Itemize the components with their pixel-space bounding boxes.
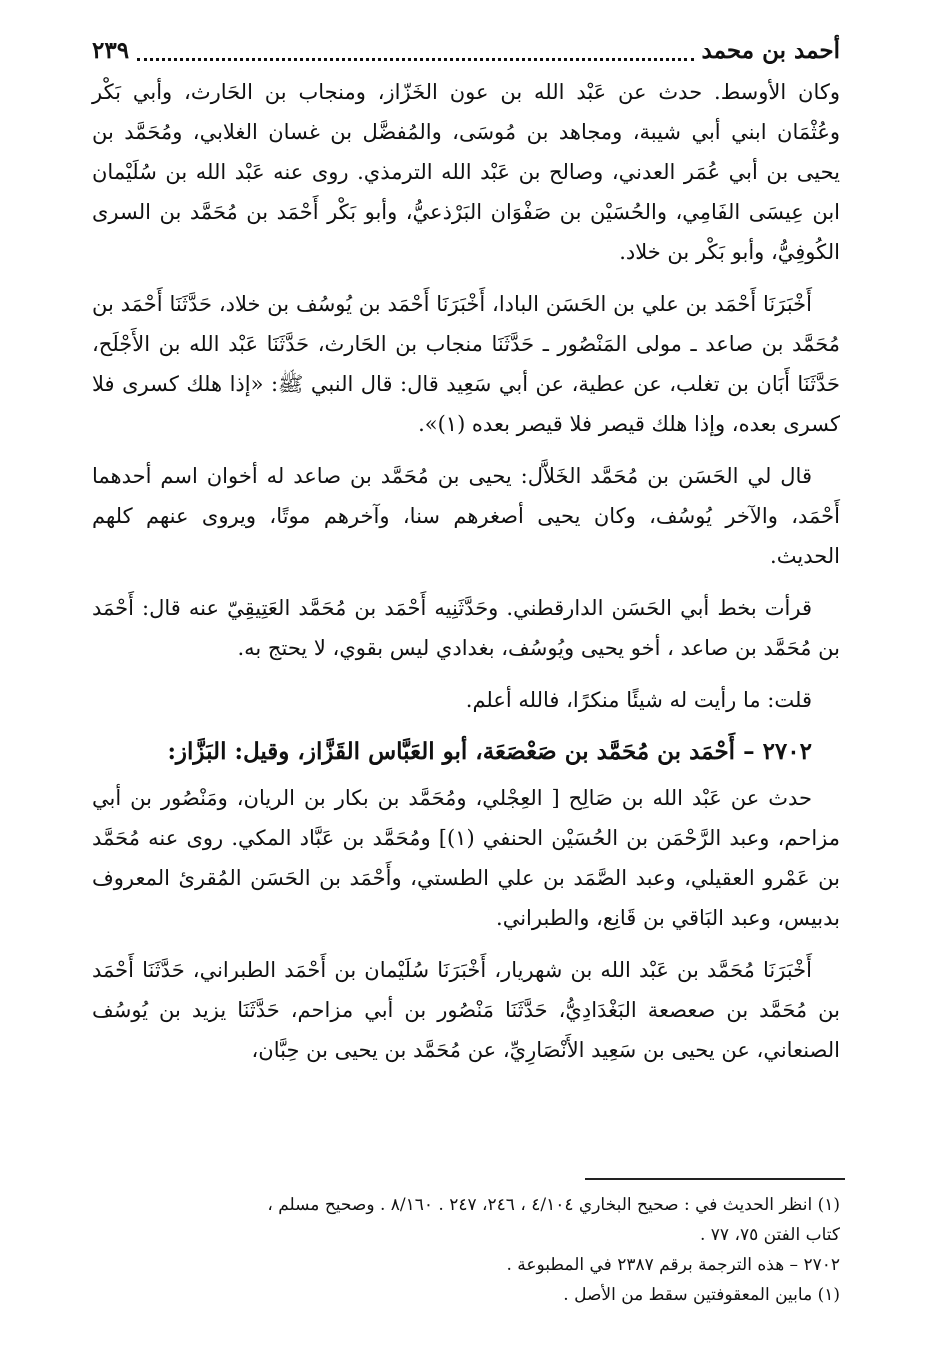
footnote-2: ٢٧٠٢ – هذه الترجمة برقم ٢٣٨٧ في المطبوعة . xyxy=(506,1255,840,1275)
footnote-3: (١) مابين المعقوفتين سقط من الأصل . xyxy=(563,1285,840,1305)
main-text xyxy=(92,72,840,1082)
page-number: ٢٣٩ xyxy=(92,36,130,64)
page-header xyxy=(92,30,840,70)
paragraph-entry-isnad: أَخْبَرَنَا مُحَمَّد بن عَبْد الله بن شهريار، أَخْبَرَنَا سُلَيْمان بن أَحْمَد الطبراني، حَدَّثَنَا أَحْمَد بن مُحَمَّد بن صعصعة البَغْدَادِيُّ، حَدَّثَنَا مَنْصُور بن أبي مزاحم، حَدَّثَنَا يزيد بن يُوسُف الصنعاني، عن يحيى بن سَعِيد الأَنْصَارِيِّ، عن مُحَمَّد بن يحيى بن حِبَّان، xyxy=(92,958,840,1062)
paragraph-note: قلت: ما رأيت له شيئًا منكرًا، فالله أعلم. xyxy=(465,688,812,712)
paragraph-entry-narrators: حدث عن عَبْد الله بن صَالِح [ العِجْلي، ومُحَمَّد بن بكار بن الريان، ومَنْصُور بن أبي مزاحم، وعبد الرَّحْمَن بن الحُسَيْن الحنفي (١)] ومُحَمَّد بن عَبَّاد المكي. روى عنه مُحَمَّد بن عَمْرو العقيلي، وعبد الصَّمَد بن علي الطستي، وأَحْمَد بن الحَسَن المُقرئ المعروف بدبيس، وعبد البَاقي بن قَانِع، والطبراني. xyxy=(92,786,840,930)
footnote-1: (١) انظر الحديث في : صحيح البخاري ٤/١٠٤ ، ٢٤٦، ٢٤٧ . ٨/١٦٠ . وصحيح مسلم ، xyxy=(267,1195,840,1215)
footnotes xyxy=(92,1190,840,1310)
entry-heading: ٢٧٠٢ – أَحْمَد بن مُحَمَّد بن صَعْصَعَة، أبو العَبَّاس القَزَّاز، وقيل: البَزَّاز: xyxy=(167,738,812,765)
header-dot-leader xyxy=(137,50,693,61)
footnote-separator xyxy=(585,1178,845,1180)
footnote-1-continuation: كتاب الفتن ٧٥، ٧٧ . xyxy=(699,1225,840,1245)
paragraph-hadith-isnad: أَخْبَرَنَا أَحْمَد بن علي بن الحَسَن البادا، أَخْبَرَنَا أَحْمَد بن يُوسُف بن خلاد، حَدَّثَنَا أَحْمَد بن مُحَمَّد بن صاعد ـ مولى المَنْصُور ـ حَدَّثَنَا منجاب بن الحَارث، حَدَّثَنَا عَبْد الله بن الأَجْلَح، حَدَّثَنَا أَبَان بن تغلب، عن عطية، عن أبي سَعِيد قال: قال النبي ﷺ: «إذا هلك كسرى فلا كسرى بعده، وإذا هلك قيصر فلا قيصر بعده (١)». xyxy=(92,292,840,436)
paragraph-continuation: وكان الأوسط. حدث عن عَبْد الله بن عون الخَزّاز، ومنجاب بن الحَارث، وأبي بَكْر وعُثْمَان ابني أبي شيبة، ومجاهد بن مُوسَى، والمُفضَّل بن غسان الغلابي، ومُحَمَّد بن يحيى بن أبي عُمَر العدني، وصالح بن عَبْد الله الترمذي. روى عنه عَبْد الله بن سُلَيْمان ابن عِيسَى الفَامِي، والحُسَيْن بن صَفْوَان البَرْذعيُّ، وأبو بَكْر أَحْمَد بن مُحَمَّد بن السرى الكُوفِيُّ، وأبو بَكْر بن خلاد. xyxy=(92,80,840,264)
running-title: أحمد بن محمد xyxy=(701,36,840,64)
paragraph-daraqutni: قرأت بخط أبي الحَسَن الدارقطني. وحَدَّثَنِيه أَحْمَد بن مُحَمَّد العَتِيقِيّ عنه قال: أَحْمَد بن مُحَمَّد بن صاعد ، أخو يحيى ويُوسُف، بغدادي ليس بقوي، لا يحتج به. xyxy=(92,596,840,660)
paragraph-khallal: قال لي الحَسَن بن مُحَمَّد الخَلاَّل: يحيى بن مُحَمَّد بن صاعد له أخوان اسم أحدهما أَحْمَد، والآخر يُوسُف، وكان يحيى أصغرهم سنا، وآخرهم موتًا، ويروى عنهم كلهم الحديث. xyxy=(92,464,840,568)
